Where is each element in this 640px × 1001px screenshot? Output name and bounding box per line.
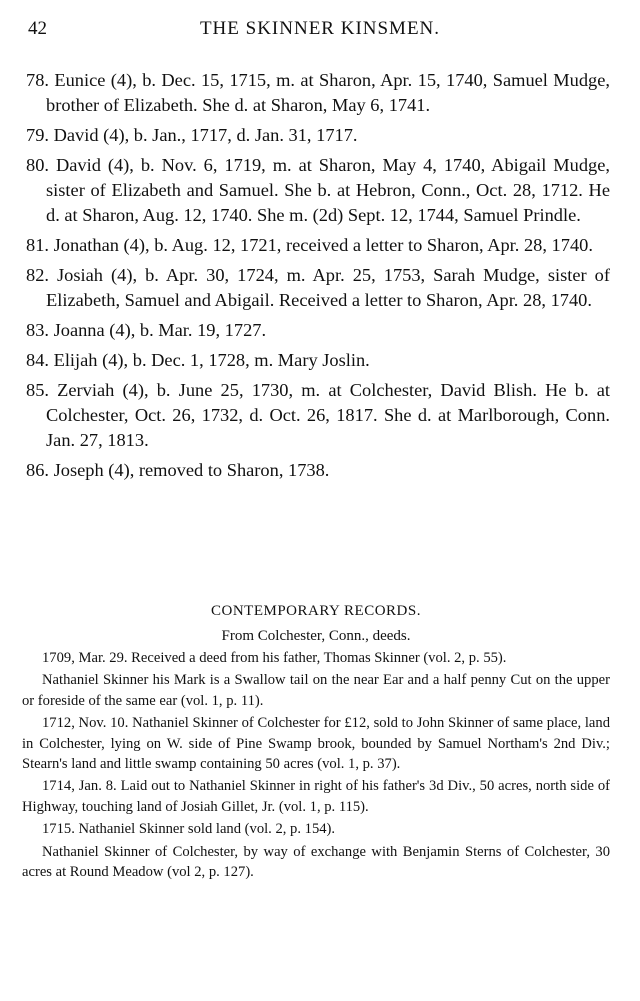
entry-81: 81. Jonathan (4), b. Aug. 12, 1721, received a letter to Sharon, Apr. 28, 1740. [26, 235, 593, 255]
entry-80: 80. David (4), b. Nov. 6, 1719, m. at Sharon, May 4, 1740, Abigail Mudge, sister of Elizabeth and Samuel. She b. at Hebron, Conn., Oct. 28, 1712. He d. at Sharon, Aug. 12, 1740. She m. (2d) Sept. 12, 1744, Samuel Prindle. [26, 155, 610, 225]
genealogy-entries [26, 68, 610, 488]
entry-84: 84. Elijah (4), b. Dec. 1, 1728, m. Mary Joslin. [26, 350, 370, 370]
record-exchange-sterns: Nathaniel Skinner of Colchester, by way of exchange with Benjamin Sterns of Colchester, 30 acres at Round Meadow (vol 2, p. 127). [22, 843, 610, 881]
entry-86: 86. Joseph (4), removed to Sharon, 1738. [26, 460, 330, 480]
records-heading: CONTEMPORARY RECORDS. [211, 603, 421, 619]
records-subheading: From Colchester, Conn., deeds. [221, 628, 411, 644]
record-1714-laid-out: 1714, Jan. 8. Laid out to Nathaniel Skinner in right of his father's 3d Div., 50 acres, north side of Highway, touching land of Josiah Gillet, Jr. (vol. 1, p. 115). [22, 778, 610, 815]
page-header [20, 18, 620, 48]
record-1712-sale: 1712, Nov. 10. Nathaniel Skinner of Colchester for £12, sold to John Skinner of same place, land in Colchester, lying on W. side of Pine Swamp brook, bounded by Samuel Northam's 2nd Div.; Stearn's land and little swamp containing 50 acres (vol. 1, p. 37). [22, 715, 610, 773]
entry-85: 85. Zerviah (4), b. June 25, 1730, m. at Colchester, David Blish. He b. at Colchester, Oct. 26, 1732, d. Oct. 26, 1817. She d. at Marlborough, Conn. Jan. 27, 1813. [26, 380, 610, 450]
entry-82: 82. Josiah (4), b. Apr. 30, 1724, m. Apr. 25, 1753, Sarah Mudge, sister of Elizabeth, Samuel and Abigail. Received a letter to Sharon, Apr. 28, 1740. [26, 265, 610, 310]
running-title: THE SKINNER KINSMEN. [199, 18, 441, 39]
entry-78: 78. Eunice (4), b. Dec. 15, 1715, m. at Sharon, Apr. 15, 1740, Samuel Mudge, brother of Elizabeth. She d. at Sharon, May 6, 1741. [26, 70, 610, 115]
entry-79: 79. David (4), b. Jan., 1717, d. Jan. 31, 1717. [26, 125, 358, 145]
entry-83: 83. Joanna (4), b. Mar. 19, 1727. [26, 320, 267, 340]
record-1709-deed: 1709, Mar. 29. Received a deed from his father, Thomas Skinner (vol. 2, p. 55). [42, 650, 507, 666]
record-1715-sold-land: 1715. Nathaniel Skinner sold land (vol. 2, p. 154). [42, 821, 336, 838]
contemporary-records-section [22, 601, 610, 884]
page-number: 42 [28, 18, 47, 39]
record-swallow-tail-mark: Nathaniel Skinner his Mark is a Swallow tail on the near Ear and a half penny Cut on the upper or foreside of the same ear (vol. 1, p. 11). [22, 672, 610, 709]
